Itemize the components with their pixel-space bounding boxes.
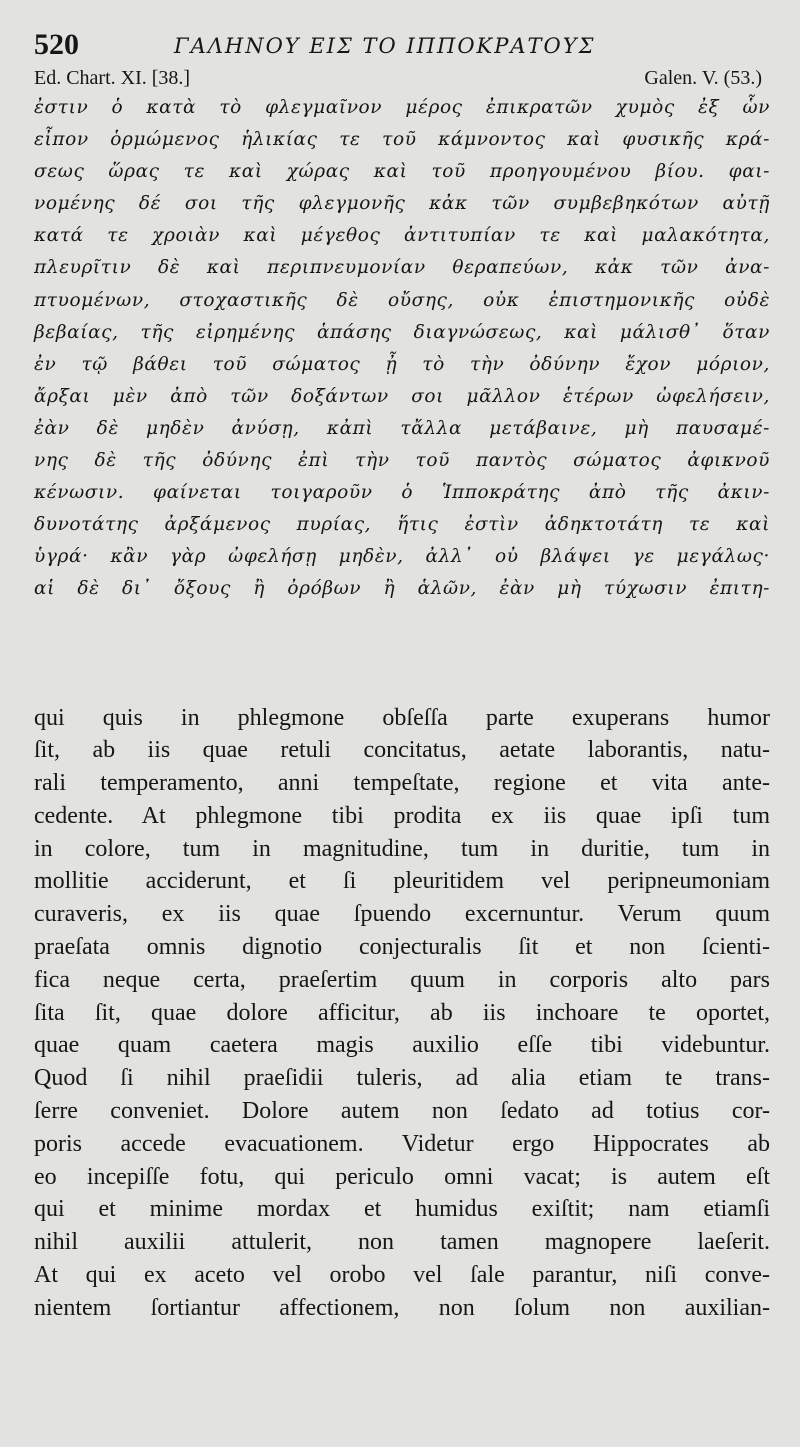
greek-text-line: κένωσιν. φαίνεται τοιγαροῦν ὁ Ἱπποκράτης ἀπὸ τῆς ἀκιν- bbox=[34, 482, 770, 504]
latin-text-line: At qui ex aceto vel orobo vel ſale parantur, niſi conve- bbox=[34, 1262, 770, 1289]
greek-text-block bbox=[34, 92, 770, 606]
latin-text-line: praeſata omnis dignotio conjecturalis ſit et non ſcienti- bbox=[34, 934, 770, 961]
latin-text-line: in colore, tum in magnitudine, tum in duritie, tum in bbox=[34, 835, 770, 862]
latin-text-line: rali temperamento, anni tempeſtate, regione et vita ante- bbox=[34, 770, 770, 797]
greek-text-line: πτυομένων, στοχαστικῆς δὲ οὔσης, οὐκ ἐπιστημονικῆς οὐδὲ bbox=[34, 289, 770, 311]
greek-text-line: ἄρξαι μὲν ἀπὸ τῶν δοξάντων σοι μᾶλλον ἑτέρων ὠφελήσειν, bbox=[34, 385, 770, 407]
greek-text-line: σεως ὥρας τε καὶ χώρας καὶ τοῦ προηγουμένου βίου. φαι- bbox=[34, 161, 770, 183]
greek-text-line: ὑγρά· κἂν γὰρ ὠφελήσῃ μηδὲν, ἀλλ᾽ οὐ βλάψει γε μεγάλως· bbox=[34, 546, 770, 568]
greek-text-line: πλευρῖτιν δὲ καὶ περιπνευμονίαν θεραπεύων, κἀκ τῶν ἀνα- bbox=[34, 257, 770, 279]
greek-text-line: βεβαίας, τῆς εἰρημένης ἁπάσης διαγνώσεως, καὶ μάλισθ᾽ ὅταν bbox=[34, 321, 770, 343]
latin-text-line: qui et minime mordax et humidus exiſtit; nam etiamſi bbox=[34, 1196, 770, 1223]
page-header bbox=[34, 26, 770, 66]
greek-text-line: εἶπον ὁρμώμενος ἡλικίας τε τοῦ κάμνοντος καὶ φυσικῆς κρά- bbox=[34, 129, 770, 151]
greek-text-line: κατά τε χροιὰν καὶ μέγεθος ἀντιτυπίαν τε καὶ μαλακότητα, bbox=[34, 225, 770, 247]
edition-reference-galen: Galen. V. (53.) bbox=[644, 67, 762, 89]
greek-text-line: δυνοτάτης ἀρξάμενος πυρίας, ἥτις ἐστὶν ἀδηκτοτάτη τε καὶ bbox=[34, 514, 770, 536]
greek-text-line: αἱ δὲ δι᾽ ὄξους ἢ ὀρόβων ἢ ἁλῶν, ἐὰν μὴ τύχωσιν ἐπιτη- bbox=[34, 578, 770, 600]
latin-text-line: Quod ſi nihil praeſidii tuleris, ad alia etiam te trans- bbox=[34, 1065, 770, 1092]
latin-text-line: eo incepiſſe fotu, qui periculo omni vacat; is autem eſt bbox=[34, 1163, 770, 1190]
latin-text-line: ſerre conveniet. Dolore autem non ſedato ad totius cor- bbox=[34, 1098, 770, 1125]
greek-text-line: ἐν τῷ βάθει τοῦ σώματος ᾖ τὸ τὴν ὀδύνην ἔχον μόριον, bbox=[34, 353, 770, 375]
edition-reference-chartier: Ed. Chart. XI. [38.] bbox=[34, 67, 191, 89]
greek-text-line: νης δὲ τῆς ὀδύνης ἐπὶ τὴν τοῦ παντὸς σώματος ἀφικνοῦ bbox=[34, 450, 770, 472]
greek-text-line: ἐστιν ὁ κατὰ τὸ φλεγμαῖνον μέρος ἐπικρατῶν χυμὸς ἐξ ὧν bbox=[34, 97, 770, 118]
latin-text-block bbox=[34, 702, 770, 1325]
latin-text-line: curaveris, ex iis quae ſpuendo excernuntur. Verum quum bbox=[34, 901, 770, 928]
latin-text-line: qui quis in phlegmone obſeſſa parte exuperans humor bbox=[34, 704, 770, 731]
page-number: 520 bbox=[34, 28, 79, 61]
greek-text-line: νομένης δέ σοι τῆς φλεγμονῆς κἀκ τῶν συμβεβηκότων αὐτῇ bbox=[34, 193, 770, 215]
latin-text-line: ſita ſit, quae dolore afficitur, ab iis inchoare te oportet, bbox=[34, 999, 770, 1026]
latin-text-line: nihil auxilii attulerit, non tamen magnopere laeſerit. bbox=[34, 1229, 770, 1256]
latin-text-line: nientem ſortiantur affectionem, non ſolum non auxilian- bbox=[34, 1294, 770, 1321]
latin-text-line: fica neque certa, praeſertim quum in corporis alto pars bbox=[34, 966, 770, 993]
running-title: ΓΑΛΗΝΟΥ ΕΙΣ ΤΟ ΙΠΠΟΚΡΑΤΟΥΣ bbox=[174, 34, 596, 58]
latin-text-line: quae quam caetera magis auxilio eſſe tibi videbuntur. bbox=[34, 1032, 770, 1059]
latin-text-line: poris accede evacuationem. Videtur ergo Hippocrates ab bbox=[34, 1130, 770, 1157]
latin-text-line: mollitie acciderunt, et ſi pleuritidem vel peripneumoniam bbox=[34, 868, 770, 895]
greek-text-line: ἐὰν δὲ μηδὲν ἀνύσῃ, κἀπὶ τἄλλα μετάβαινε, μὴ παυσαμέ- bbox=[34, 417, 770, 439]
edition-reference bbox=[34, 66, 770, 92]
latin-text-line: cedente. At phlegmone tibi prodita ex iis quae ipſi tum bbox=[34, 802, 770, 829]
latin-text-line: ſit, ab iis quae retuli concitatus, aetate laborantis, natu- bbox=[34, 737, 770, 764]
